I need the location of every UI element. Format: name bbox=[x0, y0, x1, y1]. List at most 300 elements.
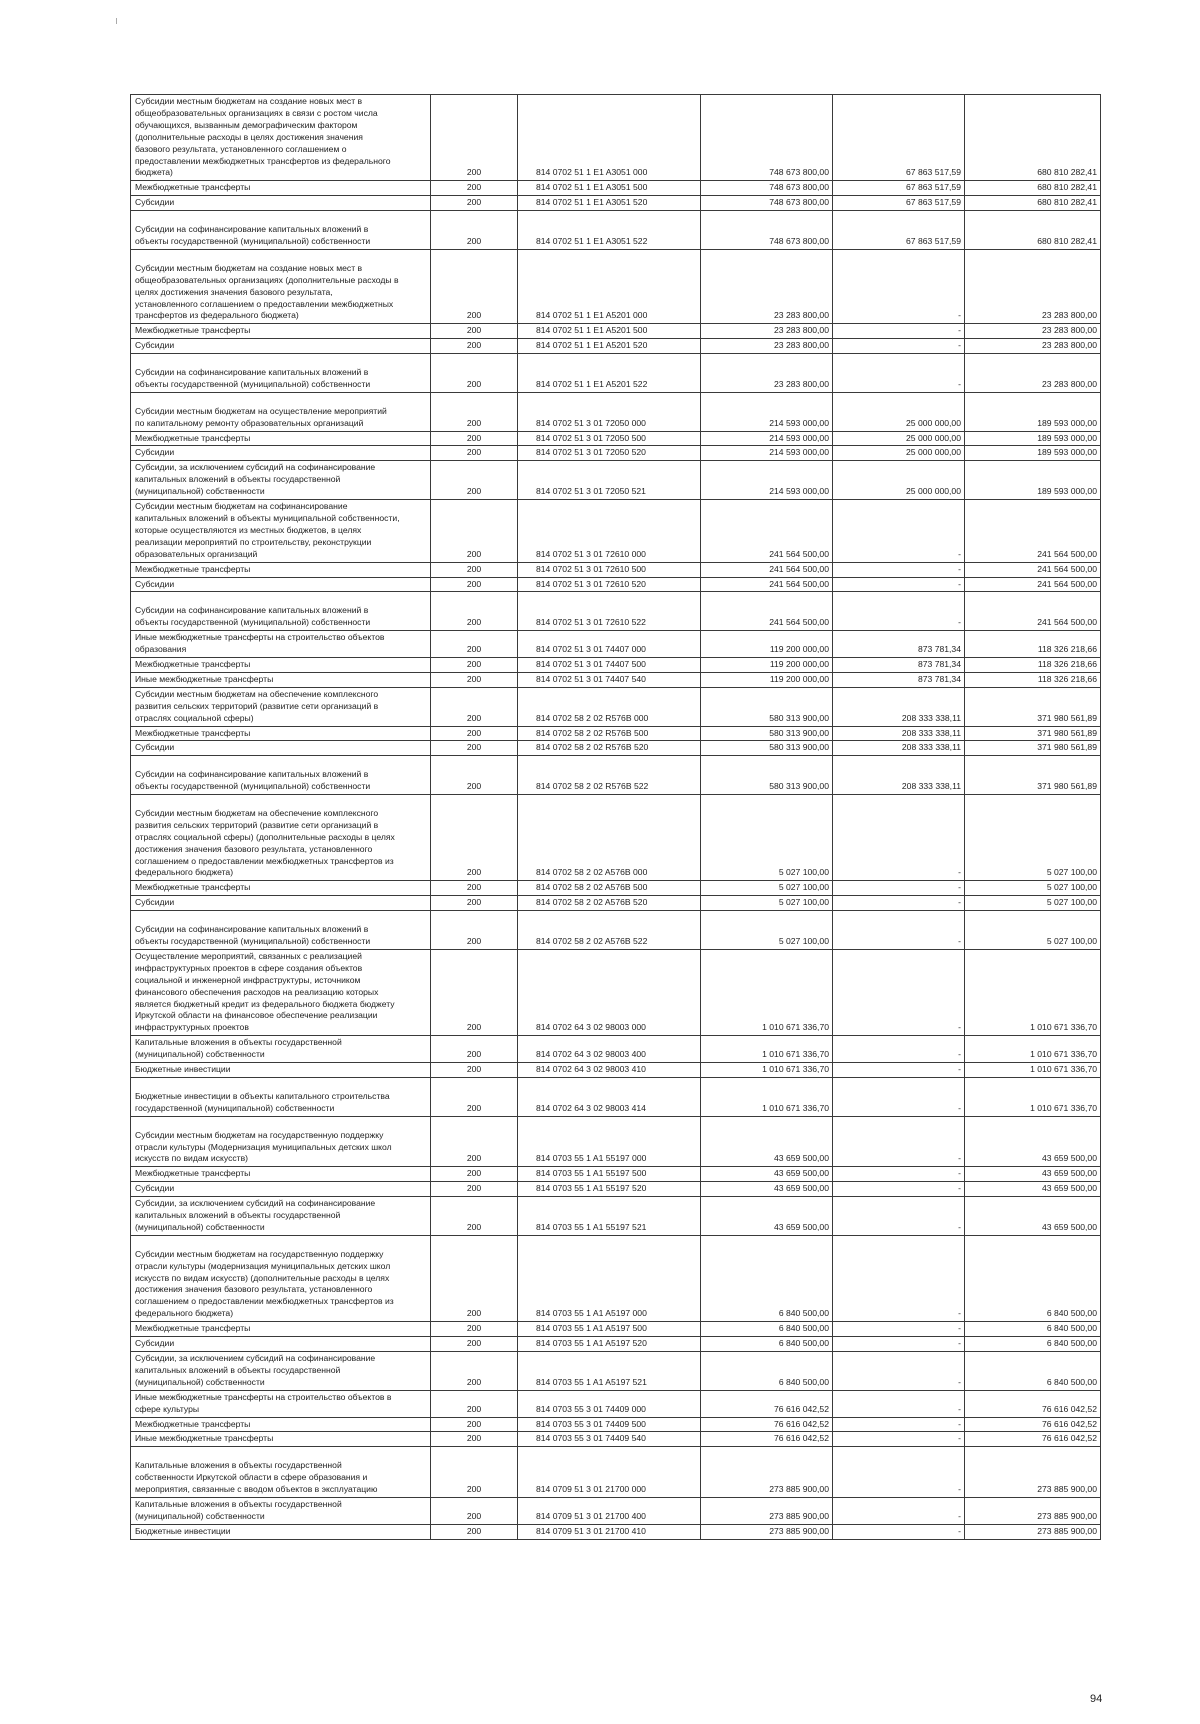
table-row bbox=[131, 741, 1101, 756]
row-kbk-cell: 814 0702 51 1 E1 A3051 522 bbox=[518, 211, 701, 250]
row-executed-amount-cell: - bbox=[833, 1337, 965, 1352]
row-approved-amount-cell: 6 840 500,00 bbox=[701, 1352, 833, 1391]
row-name-cell: Субсидии на софинансирование капитальных вложений в объекты государственной (муниципальной) собственности bbox=[131, 911, 431, 950]
row-executed-amount-cell: - bbox=[833, 1322, 965, 1337]
row-executed-amount-cell: 67 863 517,59 bbox=[833, 181, 965, 196]
row-approved-amount-cell: 119 200 000,00 bbox=[701, 631, 833, 658]
row-remaining-amount-cell: 76 616 042,52 bbox=[965, 1417, 1101, 1432]
row-kbk-cell: 814 0702 58 2 02 R576B 522 bbox=[518, 756, 701, 795]
row-executed-amount-cell: 208 333 338,11 bbox=[833, 741, 965, 756]
row-code-cell: 200 bbox=[431, 339, 518, 354]
row-approved-amount-cell: 273 885 900,00 bbox=[701, 1524, 833, 1539]
row-approved-amount-cell: 748 673 800,00 bbox=[701, 95, 833, 181]
row-approved-amount-cell: 580 313 900,00 bbox=[701, 756, 833, 795]
row-name-cell: Капитальные вложения в объекты государственной собственности Иркутской области в сфере образования и мероприятия, связанные с вводом объектов в эксплуатацию bbox=[131, 1447, 431, 1498]
row-approved-amount-cell: 23 283 800,00 bbox=[701, 339, 833, 354]
row-name-cell: Субсидии на софинансирование капитальных вложений в объекты государственной (муниципальной) собственности bbox=[131, 211, 431, 250]
row-approved-amount-cell: 23 283 800,00 bbox=[701, 354, 833, 393]
row-kbk-cell: 814 0702 51 3 01 72050 521 bbox=[518, 461, 701, 500]
table-row bbox=[131, 657, 1101, 672]
table-row bbox=[131, 339, 1101, 354]
row-kbk-cell: 814 0702 51 3 01 74407 500 bbox=[518, 657, 701, 672]
budget-table bbox=[130, 94, 1101, 1540]
row-name-cell: Субсидии на софинансирование капитальных вложений в объекты государственной (муниципальной) собственности bbox=[131, 592, 431, 631]
row-name-cell: Субсидии местным бюджетам на осуществление мероприятий по капитальному ремонту образовательных организаций bbox=[131, 392, 431, 431]
row-code-cell: 200 bbox=[431, 1352, 518, 1391]
scan-mark bbox=[116, 18, 117, 24]
row-kbk-cell: 814 0702 51 3 01 72050 500 bbox=[518, 431, 701, 446]
table-row bbox=[131, 577, 1101, 592]
row-remaining-amount-cell: 371 980 561,89 bbox=[965, 741, 1101, 756]
row-code-cell: 200 bbox=[431, 881, 518, 896]
row-kbk-cell: 814 0703 55 1 A1 55197 000 bbox=[518, 1116, 701, 1167]
row-remaining-amount-cell: 118 326 218,66 bbox=[965, 657, 1101, 672]
row-executed-amount-cell: - bbox=[833, 577, 965, 592]
row-approved-amount-cell: 6 840 500,00 bbox=[701, 1235, 833, 1321]
row-executed-amount-cell: - bbox=[833, 1352, 965, 1391]
row-name-cell: Субсидии местным бюджетам на создание новых мест в общеобразовательных организациях (дополнительные расходы в целях достижения значения базового результата, установленного соглашением о предоставлении межбюджетных трансфертов из федерального бюджета) bbox=[131, 249, 431, 323]
table-row bbox=[131, 1417, 1101, 1432]
row-kbk-cell: 814 0703 55 1 A1 55197 500 bbox=[518, 1167, 701, 1182]
row-name-cell: Субсидии местным бюджетам на обеспечение комплексного развития сельских территорий (развитие сети организаций в отраслях социальной сферы) (дополнительные расходы в целях достижения значения базового результата, установленного соглашением о предоставлении межбюджетных трансфертов из федерального бюджета) bbox=[131, 795, 431, 881]
row-executed-amount-cell: - bbox=[833, 1390, 965, 1417]
row-code-cell: 200 bbox=[431, 687, 518, 726]
row-remaining-amount-cell: 273 885 900,00 bbox=[965, 1447, 1101, 1498]
row-executed-amount-cell: - bbox=[833, 500, 965, 563]
row-remaining-amount-cell: 43 659 500,00 bbox=[965, 1116, 1101, 1167]
row-remaining-amount-cell: 189 593 000,00 bbox=[965, 431, 1101, 446]
row-code-cell: 200 bbox=[431, 592, 518, 631]
row-code-cell: 200 bbox=[431, 1417, 518, 1432]
row-code-cell: 200 bbox=[431, 1497, 518, 1524]
row-kbk-cell: 814 0702 51 3 01 72050 000 bbox=[518, 392, 701, 431]
row-kbk-cell: 814 0702 58 2 02 A576B 522 bbox=[518, 911, 701, 950]
row-executed-amount-cell: - bbox=[833, 324, 965, 339]
row-code-cell: 200 bbox=[431, 500, 518, 563]
row-kbk-cell: 814 0702 58 2 02 R576B 520 bbox=[518, 741, 701, 756]
row-kbk-cell: 814 0702 64 3 02 98003 414 bbox=[518, 1077, 701, 1116]
row-executed-amount-cell: - bbox=[833, 592, 965, 631]
row-name-cell: Бюджетные инвестиции bbox=[131, 1063, 431, 1078]
row-remaining-amount-cell: 118 326 218,66 bbox=[965, 631, 1101, 658]
row-kbk-cell: 814 0702 51 1 E1 A3051 500 bbox=[518, 181, 701, 196]
table-row bbox=[131, 949, 1101, 1035]
row-executed-amount-cell: - bbox=[833, 1077, 965, 1116]
row-approved-amount-cell: 580 313 900,00 bbox=[701, 741, 833, 756]
row-kbk-cell: 814 0703 55 3 01 74409 500 bbox=[518, 1417, 701, 1432]
row-executed-amount-cell: - bbox=[833, 354, 965, 393]
row-remaining-amount-cell: 5 027 100,00 bbox=[965, 896, 1101, 911]
row-name-cell: Субсидии bbox=[131, 896, 431, 911]
table-row bbox=[131, 726, 1101, 741]
row-kbk-cell: 814 0702 51 3 01 72610 500 bbox=[518, 562, 701, 577]
row-name-cell: Межбюджетные трансферты bbox=[131, 726, 431, 741]
row-executed-amount-cell: 67 863 517,59 bbox=[833, 95, 965, 181]
table-row bbox=[131, 911, 1101, 950]
row-remaining-amount-cell: 273 885 900,00 bbox=[965, 1497, 1101, 1524]
row-code-cell: 200 bbox=[431, 446, 518, 461]
table-row bbox=[131, 562, 1101, 577]
row-name-cell: Субсидии, за исключением субсидий на софинансирование капитальных вложений в объекты государственной (муниципальной) собственности bbox=[131, 1352, 431, 1391]
table-row bbox=[131, 1182, 1101, 1197]
row-approved-amount-cell: 748 673 800,00 bbox=[701, 181, 833, 196]
row-kbk-cell: 814 0703 55 1 A1 A5197 520 bbox=[518, 1337, 701, 1352]
row-name-cell: Межбюджетные трансферты bbox=[131, 562, 431, 577]
row-approved-amount-cell: 214 593 000,00 bbox=[701, 446, 833, 461]
row-name-cell: Иные межбюджетные трансферты bbox=[131, 1432, 431, 1447]
row-kbk-cell: 814 0702 51 3 01 72050 520 bbox=[518, 446, 701, 461]
row-name-cell: Иные межбюджетные трансферты bbox=[131, 672, 431, 687]
row-approved-amount-cell: 748 673 800,00 bbox=[701, 196, 833, 211]
row-remaining-amount-cell: 680 810 282,41 bbox=[965, 95, 1101, 181]
row-code-cell: 200 bbox=[431, 896, 518, 911]
row-kbk-cell: 814 0702 51 1 E1 A3051 520 bbox=[518, 196, 701, 211]
row-remaining-amount-cell: 241 564 500,00 bbox=[965, 592, 1101, 631]
table-row bbox=[131, 1447, 1101, 1498]
row-executed-amount-cell: 873 781,34 bbox=[833, 657, 965, 672]
table-row bbox=[131, 592, 1101, 631]
row-name-cell: Субсидии местным бюджетам на софинансирование капитальных вложений в объекты муниципальной собственности, которые осуществляются из местных бюджетов, в целях реализации мероприятий по строительству, реконструкции образовательных организаций bbox=[131, 500, 431, 563]
row-code-cell: 200 bbox=[431, 911, 518, 950]
row-name-cell: Осуществление мероприятий, связанных с реализацией инфраструктурных проектов в сфере создания объектов социальной и инженерной инфраструктуры, источником финансового обеспечения расходов на реализацию которых является бюджетный кредит из федерального бюджета бюджету Иркутской области на финансовое обеспечение реализации инфраструктурных проектов bbox=[131, 949, 431, 1035]
row-remaining-amount-cell: 43 659 500,00 bbox=[965, 1182, 1101, 1197]
row-code-cell: 200 bbox=[431, 672, 518, 687]
row-kbk-cell: 814 0709 51 3 01 21700 000 bbox=[518, 1447, 701, 1498]
row-code-cell: 200 bbox=[431, 1116, 518, 1167]
row-name-cell: Субсидии местным бюджетам на создание новых мест в общеобразовательных организациях в связи с ростом числа обучающихся, вызванным демографическим фактором (дополнительные расходы в целях достижения значения базового результата, установленного соглашением о предоставлении межбюджетных трансфертов из федерального бюджета) bbox=[131, 95, 431, 181]
row-name-cell: Межбюджетные трансферты bbox=[131, 181, 431, 196]
row-name-cell: Иные межбюджетные трансферты на строительство объектов образования bbox=[131, 631, 431, 658]
row-kbk-cell: 814 0702 51 1 E1 A5201 500 bbox=[518, 324, 701, 339]
row-remaining-amount-cell: 118 326 218,66 bbox=[965, 672, 1101, 687]
row-remaining-amount-cell: 6 840 500,00 bbox=[965, 1235, 1101, 1321]
row-kbk-cell: 814 0702 58 2 02 A576B 500 bbox=[518, 881, 701, 896]
row-approved-amount-cell: 5 027 100,00 bbox=[701, 911, 833, 950]
table-row bbox=[131, 431, 1101, 446]
row-code-cell: 200 bbox=[431, 461, 518, 500]
row-name-cell: Субсидии bbox=[131, 339, 431, 354]
row-executed-amount-cell: 873 781,34 bbox=[833, 672, 965, 687]
row-executed-amount-cell: - bbox=[833, 1524, 965, 1539]
table-row bbox=[131, 461, 1101, 500]
row-name-cell: Субсидии, за исключением субсидий на софинансирование капитальных вложений в объекты государственной (муниципальной) собственности bbox=[131, 1197, 431, 1236]
table-row bbox=[131, 324, 1101, 339]
row-code-cell: 200 bbox=[431, 324, 518, 339]
row-code-cell: 200 bbox=[431, 657, 518, 672]
table-row bbox=[131, 795, 1101, 881]
row-kbk-cell: 814 0702 51 3 01 74407 540 bbox=[518, 672, 701, 687]
row-kbk-cell: 814 0703 55 1 A1 A5197 500 bbox=[518, 1322, 701, 1337]
row-approved-amount-cell: 43 659 500,00 bbox=[701, 1197, 833, 1236]
row-approved-amount-cell: 580 313 900,00 bbox=[701, 726, 833, 741]
table-row bbox=[131, 756, 1101, 795]
row-remaining-amount-cell: 23 283 800,00 bbox=[965, 339, 1101, 354]
row-kbk-cell: 814 0702 58 2 02 R576B 000 bbox=[518, 687, 701, 726]
row-executed-amount-cell: - bbox=[833, 1432, 965, 1447]
row-remaining-amount-cell: 241 564 500,00 bbox=[965, 577, 1101, 592]
row-name-cell: Субсидии bbox=[131, 1337, 431, 1352]
row-kbk-cell: 814 0709 51 3 01 21700 400 bbox=[518, 1497, 701, 1524]
row-name-cell: Субсидии местным бюджетам на государственную поддержку отрасли культуры (Модернизация муниципальных детских школ искусств по видам искусств) bbox=[131, 1116, 431, 1167]
row-remaining-amount-cell: 1 010 671 336,70 bbox=[965, 1036, 1101, 1063]
row-executed-amount-cell: 67 863 517,59 bbox=[833, 211, 965, 250]
row-code-cell: 200 bbox=[431, 756, 518, 795]
row-code-cell: 200 bbox=[431, 726, 518, 741]
row-remaining-amount-cell: 43 659 500,00 bbox=[965, 1167, 1101, 1182]
row-approved-amount-cell: 23 283 800,00 bbox=[701, 249, 833, 323]
row-code-cell: 200 bbox=[431, 1077, 518, 1116]
row-code-cell: 200 bbox=[431, 392, 518, 431]
row-code-cell: 200 bbox=[431, 741, 518, 756]
row-executed-amount-cell: - bbox=[833, 562, 965, 577]
table-row bbox=[131, 1390, 1101, 1417]
row-kbk-cell: 814 0702 51 1 E1 A3051 000 bbox=[518, 95, 701, 181]
row-kbk-cell: 814 0702 51 1 E1 A5201 000 bbox=[518, 249, 701, 323]
row-name-cell: Межбюджетные трансферты bbox=[131, 1417, 431, 1432]
table-row bbox=[131, 446, 1101, 461]
row-remaining-amount-cell: 23 283 800,00 bbox=[965, 324, 1101, 339]
row-approved-amount-cell: 5 027 100,00 bbox=[701, 795, 833, 881]
row-executed-amount-cell: - bbox=[833, 1182, 965, 1197]
row-executed-amount-cell: 208 333 338,11 bbox=[833, 687, 965, 726]
table-row bbox=[131, 1197, 1101, 1236]
row-kbk-cell: 814 0702 64 3 02 98003 000 bbox=[518, 949, 701, 1035]
row-remaining-amount-cell: 6 840 500,00 bbox=[965, 1322, 1101, 1337]
row-approved-amount-cell: 214 593 000,00 bbox=[701, 431, 833, 446]
table-row bbox=[131, 95, 1101, 181]
row-remaining-amount-cell: 241 564 500,00 bbox=[965, 562, 1101, 577]
table-row bbox=[131, 211, 1101, 250]
page-number: 94 bbox=[1090, 1693, 1103, 1705]
row-remaining-amount-cell: 43 659 500,00 bbox=[965, 1197, 1101, 1236]
row-executed-amount-cell: - bbox=[833, 795, 965, 881]
table-row bbox=[131, 631, 1101, 658]
row-approved-amount-cell: 273 885 900,00 bbox=[701, 1497, 833, 1524]
row-name-cell: Субсидии bbox=[131, 196, 431, 211]
row-name-cell: Межбюджетные трансферты bbox=[131, 1322, 431, 1337]
table-row bbox=[131, 1352, 1101, 1391]
table-row bbox=[131, 1167, 1101, 1182]
table-row bbox=[131, 196, 1101, 211]
row-remaining-amount-cell: 273 885 900,00 bbox=[965, 1524, 1101, 1539]
row-code-cell: 200 bbox=[431, 577, 518, 592]
row-code-cell: 200 bbox=[431, 95, 518, 181]
table-row bbox=[131, 1337, 1101, 1352]
row-code-cell: 200 bbox=[431, 181, 518, 196]
row-remaining-amount-cell: 371 980 561,89 bbox=[965, 726, 1101, 741]
row-name-cell: Субсидии местным бюджетам на государственную поддержку отрасли культуры (модернизация муниципальных детских школ искусств по видам искусств) (дополнительные расходы в целях достижения значения базового результата, установленного соглашением о предоставлении межбюджетных трансфертов из федерального бюджета) bbox=[131, 1235, 431, 1321]
row-name-cell: Субсидии, за исключением субсидий на софинансирование капитальных вложений в объекты государственной (муниципальной) собственности bbox=[131, 461, 431, 500]
table-row bbox=[131, 1063, 1101, 1078]
row-approved-amount-cell: 23 283 800,00 bbox=[701, 324, 833, 339]
row-kbk-cell: 814 0702 58 2 02 R576B 500 bbox=[518, 726, 701, 741]
row-remaining-amount-cell: 76 616 042,52 bbox=[965, 1390, 1101, 1417]
row-kbk-cell: 814 0702 51 1 E1 A5201 520 bbox=[518, 339, 701, 354]
row-approved-amount-cell: 43 659 500,00 bbox=[701, 1182, 833, 1197]
row-code-cell: 200 bbox=[431, 196, 518, 211]
row-code-cell: 200 bbox=[431, 1036, 518, 1063]
row-remaining-amount-cell: 189 593 000,00 bbox=[965, 461, 1101, 500]
row-remaining-amount-cell: 5 027 100,00 bbox=[965, 911, 1101, 950]
row-name-cell: Субсидии на софинансирование капитальных вложений в объекты государственной (муниципальной) собственности bbox=[131, 756, 431, 795]
row-approved-amount-cell: 76 616 042,52 bbox=[701, 1390, 833, 1417]
table-row bbox=[131, 687, 1101, 726]
table-row bbox=[131, 181, 1101, 196]
row-executed-amount-cell: 873 781,34 bbox=[833, 631, 965, 658]
table-row bbox=[131, 1432, 1101, 1447]
row-code-cell: 200 bbox=[431, 1063, 518, 1078]
row-remaining-amount-cell: 6 840 500,00 bbox=[965, 1337, 1101, 1352]
row-code-cell: 200 bbox=[431, 1322, 518, 1337]
row-executed-amount-cell: - bbox=[833, 881, 965, 896]
row-remaining-amount-cell: 241 564 500,00 bbox=[965, 500, 1101, 563]
row-remaining-amount-cell: 1 010 671 336,70 bbox=[965, 1077, 1101, 1116]
row-name-cell: Межбюджетные трансферты bbox=[131, 657, 431, 672]
row-remaining-amount-cell: 23 283 800,00 bbox=[965, 354, 1101, 393]
row-approved-amount-cell: 214 593 000,00 bbox=[701, 461, 833, 500]
row-remaining-amount-cell: 6 840 500,00 bbox=[965, 1352, 1101, 1391]
table-row bbox=[131, 392, 1101, 431]
row-executed-amount-cell: - bbox=[833, 1063, 965, 1078]
row-approved-amount-cell: 214 593 000,00 bbox=[701, 392, 833, 431]
row-name-cell: Иные межбюджетные трансферты на строительство объектов в сфере культуры bbox=[131, 1390, 431, 1417]
row-remaining-amount-cell: 371 980 561,89 bbox=[965, 687, 1101, 726]
row-code-cell: 200 bbox=[431, 1390, 518, 1417]
row-executed-amount-cell: - bbox=[833, 1417, 965, 1432]
row-name-cell: Субсидии местным бюджетам на обеспечение комплексного развития сельских территорий (развитие сети организаций в отраслях социальной сферы) bbox=[131, 687, 431, 726]
row-approved-amount-cell: 273 885 900,00 bbox=[701, 1447, 833, 1498]
row-remaining-amount-cell: 189 593 000,00 bbox=[965, 392, 1101, 431]
row-kbk-cell: 814 0703 55 1 A1 55197 520 bbox=[518, 1182, 701, 1197]
row-code-cell: 200 bbox=[431, 795, 518, 881]
row-kbk-cell: 814 0703 55 1 A1 55197 521 bbox=[518, 1197, 701, 1236]
row-approved-amount-cell: 43 659 500,00 bbox=[701, 1116, 833, 1167]
row-approved-amount-cell: 1 010 671 336,70 bbox=[701, 1077, 833, 1116]
row-code-cell: 200 bbox=[431, 1524, 518, 1539]
row-executed-amount-cell: 208 333 338,11 bbox=[833, 726, 965, 741]
row-kbk-cell: 814 0702 51 1 E1 A5201 522 bbox=[518, 354, 701, 393]
table-row bbox=[131, 1235, 1101, 1321]
row-name-cell: Капитальные вложения в объекты государственной (муниципальной) собственности bbox=[131, 1036, 431, 1063]
table-row bbox=[131, 1524, 1101, 1539]
row-remaining-amount-cell: 680 810 282,41 bbox=[965, 181, 1101, 196]
row-name-cell: Капитальные вложения в объекты государственной (муниципальной) собственности bbox=[131, 1497, 431, 1524]
row-executed-amount-cell: - bbox=[833, 1116, 965, 1167]
row-name-cell: Межбюджетные трансферты bbox=[131, 881, 431, 896]
row-executed-amount-cell: - bbox=[833, 1197, 965, 1236]
row-approved-amount-cell: 76 616 042,52 bbox=[701, 1417, 833, 1432]
row-name-cell: Субсидии bbox=[131, 1182, 431, 1197]
row-kbk-cell: 814 0709 51 3 01 21700 410 bbox=[518, 1524, 701, 1539]
row-name-cell: Субсидии bbox=[131, 577, 431, 592]
row-approved-amount-cell: 241 564 500,00 bbox=[701, 500, 833, 563]
row-kbk-cell: 814 0703 55 1 A1 A5197 000 bbox=[518, 1235, 701, 1321]
row-approved-amount-cell: 6 840 500,00 bbox=[701, 1322, 833, 1337]
table-row bbox=[131, 500, 1101, 563]
row-code-cell: 200 bbox=[431, 631, 518, 658]
row-code-cell: 200 bbox=[431, 562, 518, 577]
row-approved-amount-cell: 1 010 671 336,70 bbox=[701, 1063, 833, 1078]
row-remaining-amount-cell: 1 010 671 336,70 bbox=[965, 1063, 1101, 1078]
table-row bbox=[131, 672, 1101, 687]
row-executed-amount-cell: - bbox=[833, 1036, 965, 1063]
row-executed-amount-cell: 67 863 517,59 bbox=[833, 196, 965, 211]
table-body bbox=[131, 95, 1101, 1540]
table-row bbox=[131, 1036, 1101, 1063]
row-executed-amount-cell: - bbox=[833, 339, 965, 354]
row-kbk-cell: 814 0702 51 3 01 74407 000 bbox=[518, 631, 701, 658]
row-executed-amount-cell: 208 333 338,11 bbox=[833, 756, 965, 795]
row-remaining-amount-cell: 680 810 282,41 bbox=[965, 196, 1101, 211]
row-code-cell: 200 bbox=[431, 1447, 518, 1498]
row-code-cell: 200 bbox=[431, 1167, 518, 1182]
row-remaining-amount-cell: 76 616 042,52 bbox=[965, 1432, 1101, 1447]
row-approved-amount-cell: 1 010 671 336,70 bbox=[701, 1036, 833, 1063]
row-executed-amount-cell: - bbox=[833, 896, 965, 911]
row-executed-amount-cell: - bbox=[833, 1167, 965, 1182]
row-approved-amount-cell: 580 313 900,00 bbox=[701, 687, 833, 726]
row-code-cell: 200 bbox=[431, 949, 518, 1035]
table-row bbox=[131, 1497, 1101, 1524]
row-code-cell: 200 bbox=[431, 1337, 518, 1352]
row-executed-amount-cell: - bbox=[833, 1447, 965, 1498]
row-executed-amount-cell: 25 000 000,00 bbox=[833, 431, 965, 446]
row-remaining-amount-cell: 23 283 800,00 bbox=[965, 249, 1101, 323]
row-kbk-cell: 814 0702 58 2 02 A576B 000 bbox=[518, 795, 701, 881]
row-name-cell: Субсидии bbox=[131, 741, 431, 756]
row-name-cell: Межбюджетные трансферты bbox=[131, 431, 431, 446]
row-kbk-cell: 814 0703 55 3 01 74409 000 bbox=[518, 1390, 701, 1417]
row-code-cell: 200 bbox=[431, 249, 518, 323]
row-code-cell: 200 bbox=[431, 211, 518, 250]
row-approved-amount-cell: 43 659 500,00 bbox=[701, 1167, 833, 1182]
row-executed-amount-cell: - bbox=[833, 1235, 965, 1321]
row-kbk-cell: 814 0702 64 3 02 98003 400 bbox=[518, 1036, 701, 1063]
row-kbk-cell: 814 0702 51 3 01 72610 000 bbox=[518, 500, 701, 563]
row-approved-amount-cell: 241 564 500,00 bbox=[701, 592, 833, 631]
row-approved-amount-cell: 6 840 500,00 bbox=[701, 1337, 833, 1352]
row-code-cell: 200 bbox=[431, 1197, 518, 1236]
row-remaining-amount-cell: 680 810 282,41 bbox=[965, 211, 1101, 250]
row-remaining-amount-cell: 5 027 100,00 bbox=[965, 881, 1101, 896]
table-row bbox=[131, 1116, 1101, 1167]
table-row bbox=[131, 354, 1101, 393]
row-executed-amount-cell: - bbox=[833, 949, 965, 1035]
row-kbk-cell: 814 0703 55 3 01 74409 540 bbox=[518, 1432, 701, 1447]
row-approved-amount-cell: 119 200 000,00 bbox=[701, 672, 833, 687]
row-approved-amount-cell: 748 673 800,00 bbox=[701, 211, 833, 250]
row-executed-amount-cell: 25 000 000,00 bbox=[833, 446, 965, 461]
row-code-cell: 200 bbox=[431, 1432, 518, 1447]
row-remaining-amount-cell: 1 010 671 336,70 bbox=[965, 949, 1101, 1035]
row-executed-amount-cell: 25 000 000,00 bbox=[833, 392, 965, 431]
row-approved-amount-cell: 76 616 042,52 bbox=[701, 1432, 833, 1447]
table-row bbox=[131, 1077, 1101, 1116]
row-name-cell: Межбюджетные трансферты bbox=[131, 324, 431, 339]
row-approved-amount-cell: 241 564 500,00 bbox=[701, 577, 833, 592]
row-kbk-cell: 814 0702 51 3 01 72610 522 bbox=[518, 592, 701, 631]
table-row bbox=[131, 1322, 1101, 1337]
row-remaining-amount-cell: 189 593 000,00 bbox=[965, 446, 1101, 461]
row-kbk-cell: 814 0703 55 1 A1 A5197 521 bbox=[518, 1352, 701, 1391]
row-executed-amount-cell: 25 000 000,00 bbox=[833, 461, 965, 500]
row-name-cell: Субсидии bbox=[131, 446, 431, 461]
row-executed-amount-cell: - bbox=[833, 911, 965, 950]
row-remaining-amount-cell: 371 980 561,89 bbox=[965, 756, 1101, 795]
row-approved-amount-cell: 5 027 100,00 bbox=[701, 881, 833, 896]
row-name-cell: Субсидии на софинансирование капитальных вложений в объекты государственной (муниципальной) собственности bbox=[131, 354, 431, 393]
row-approved-amount-cell: 1 010 671 336,70 bbox=[701, 949, 833, 1035]
